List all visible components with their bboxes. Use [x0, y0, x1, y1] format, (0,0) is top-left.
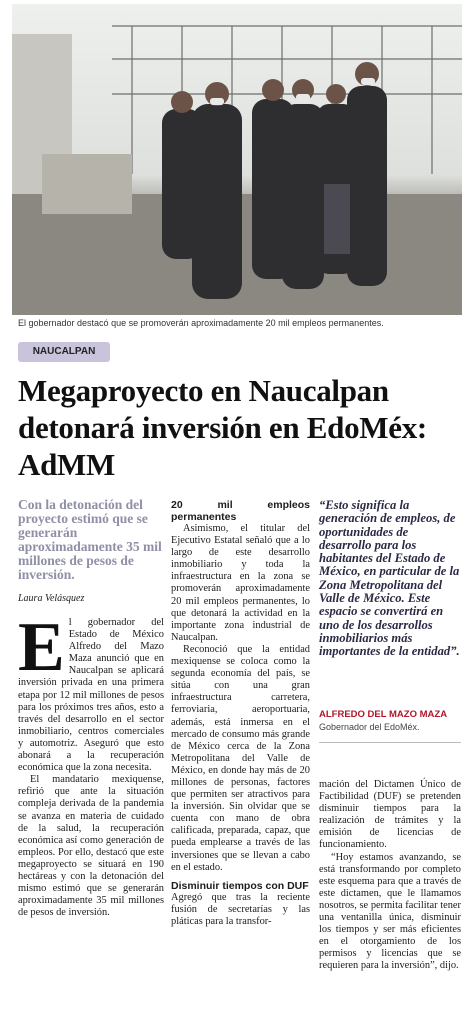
photo-caption: El gobernador destacó que se promoverán aproximadamente 20 mil empleos permanentes.	[18, 318, 384, 328]
paragraph: Agregó que tras la reciente fusión de secretarías y las pláticas para la transfor-	[171, 891, 310, 927]
article-column-3	[319, 779, 461, 973]
paragraph: Asimismo, el titular del Ejecutivo Estatal señaló que a lo largo de este desarrollo inmobiliario y toda la infraestructura en la zona se promoverán aproximadamente 20 mil empleos permanentes, lo que detonará la actividad en la importante zona industrial de Naucalpan.	[171, 523, 310, 643]
paragraph: l gobernador del Estado de México Alfredo del Mazo Maza anunció que en Naucalpan se aplicará inversión privada en una primera etapa por 12 mil millones de pesos para los próximos tres años, esto a través del desarrollo en el sector inmobiliario, centros comerciales y automotriz. Aseguró que esto abonará a la recuperación económica que la zona necesita.	[18, 617, 164, 774]
headline: Megaproyecto en Naucalpan detonará inversión en EdoMéx: AdMM	[18, 373, 427, 482]
article-column-2	[171, 499, 310, 928]
quote-author: ALFREDO DEL MAZO MAZA	[319, 709, 448, 720]
article-column-1	[18, 609, 164, 919]
paragraph: Reconoció que la entidad mexiquense se coloca como la segunda economía del país, se sitúa con una gran infraestructura carretera, ferroviaria, aeroportuaria, además, está inmersa en el mercado de consumo más grande de México cerca de la Zona Metropolitana del Valle de México, en donde hay más de 20 millones de personas, factores que permiten ser atractivos para la inversión. Sin olvidar que se cuenta con mano de obra calificada, preparada, capaz, que pueda emplearse a través de las inversiones que se llevan a cabo en el estado.	[171, 643, 310, 873]
drop-cap: E	[18, 609, 65, 686]
lede: Con la detonación del proyecto estimó que se generarán aproximadamente 35 mil millones de pesos de inversión.	[18, 497, 162, 582]
paragraph: “Hoy estamos avanzando, se está transformando por completo este esquema para que a través de este dictamen, que le llamamos nosotros, se permita facilitar tener una ventanilla única, disminuir los tiempos y ser más eficientes en el otorgamiento de los permisos y licencias que se requieren para la inversión”, dijo.	[319, 851, 461, 972]
news-photo	[12, 4, 462, 315]
byline: Laura Velásquez	[18, 593, 85, 604]
subheading: Disminuir tiempos con DUF	[171, 879, 309, 892]
paragraph: mación del Dictamen Único de Factibilidad (DUF) se pretenden disminuir tiempos para la realización de trámites y la emisión de licencias de funcionamiento.	[319, 779, 461, 851]
quote-author-role: Gobernador del EdoMéx.	[319, 722, 420, 732]
pull-quote: “Esto significa la generación de empleos, de oportunidades de desarrollo para los habitantes del Estado de México, en particular de la Zona Metropolitana del Valle de México. Este espacio se convertirá en uno de los desarrollos inmobiliarios más importantes de la entidad”.	[319, 498, 460, 659]
photo-illustration	[12, 4, 462, 315]
subheading: 20 mil empleos permanentes	[171, 499, 310, 523]
paragraph: El mandatario mexiquense, refirió que ante la situación compleja derivada de la pandemia se avanza en materia de cuidado de la salud, la recuperación económica así como generación de empleos. Por ello, destacó que este megaproyecto se situará en 190 hectáreas y con la detonación del mismo estimó que se generarán aproximadamente 35 mil millones de pesos de inversión.	[18, 774, 164, 919]
divider	[319, 742, 461, 743]
section-tag: NAUCALPAN	[18, 342, 110, 362]
